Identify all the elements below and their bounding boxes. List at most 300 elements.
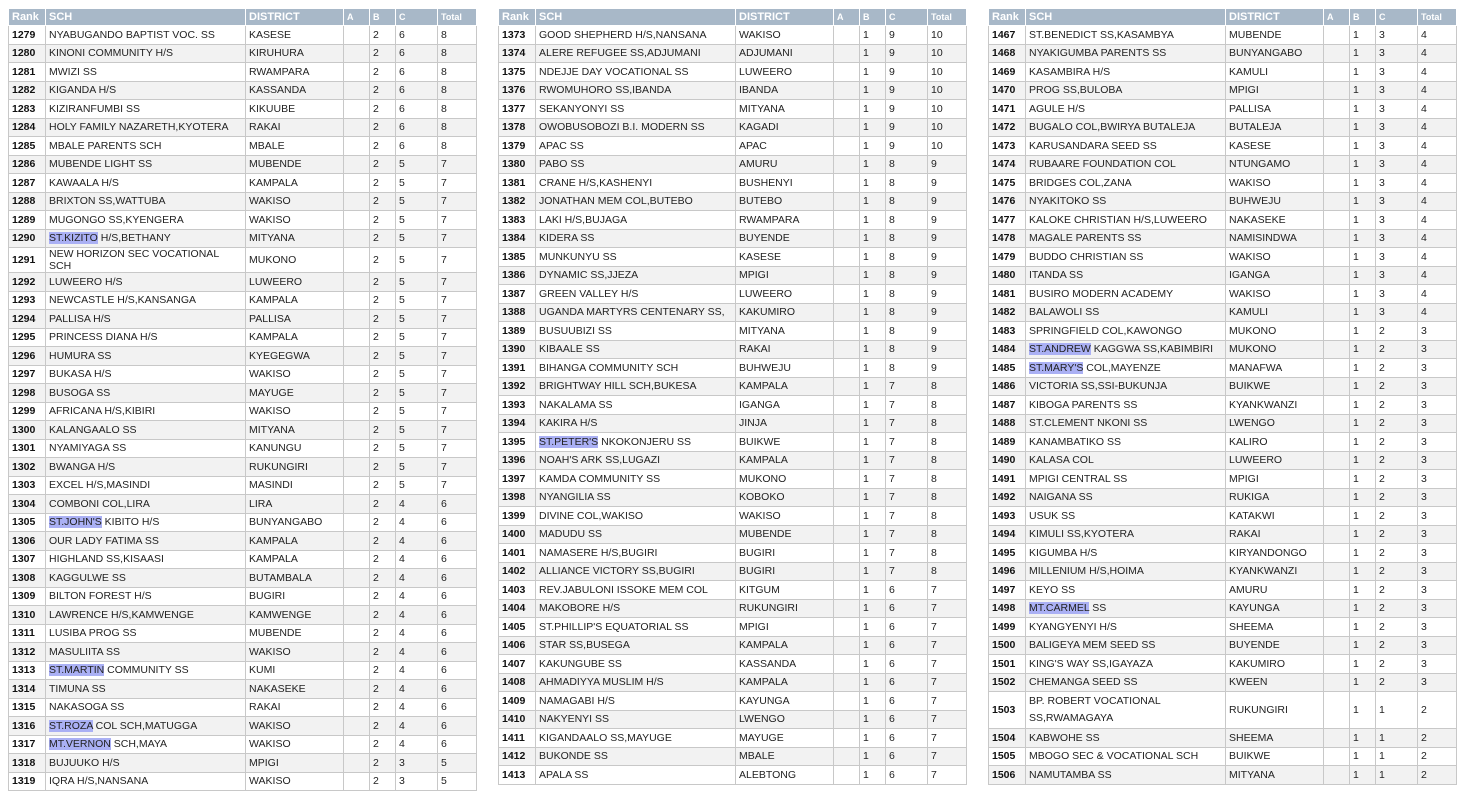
rank-cell: 1503 [989,692,1026,729]
district-cell: IBANDA [736,81,834,100]
total-cell: 6 [438,513,477,532]
total-cell: 4 [1418,137,1457,156]
table-row [989,322,1457,341]
grade-c-cell: 6 [886,581,928,600]
school-cell [46,754,246,773]
grade-a-cell [344,624,370,643]
grade-a-cell [344,118,370,137]
grade-b-cell: 1 [860,100,886,119]
school-name: LAKI H/S,BUJAGA [539,213,628,226]
total-cell: 8 [438,81,477,100]
school-name: BALAWOLI SS [1029,306,1100,319]
school-cell [46,248,246,273]
district-cell: KYANKWANZI [1226,396,1324,415]
table-row [499,766,967,785]
school-name: KAKIRA H/S [539,417,598,430]
rank-cell: 1313 [9,661,46,680]
school-cell [46,402,246,421]
table-row [9,698,477,717]
grade-c-cell: 3 [1376,137,1418,156]
grade-c-cell: 2 [1376,673,1418,692]
grade-a-cell [1324,581,1350,600]
school-cell [1026,248,1226,267]
total-cell: 9 [928,303,967,322]
grade-c-cell: 7 [886,377,928,396]
school-name: NAIGANA SS [1029,491,1093,504]
school-cell [1026,137,1226,156]
total-cell: 7 [928,581,967,600]
grade-b-cell: 2 [370,772,396,791]
school-name: KIGUMBA H/S [1029,546,1098,559]
grade-b-cell: 1 [1350,285,1376,304]
table-row [9,328,477,347]
highlighted-saint-prefix: ST.KIZITO [49,232,98,245]
school-name: KIBITO H/S [101,516,160,529]
school-cell [1026,322,1226,341]
rank-cell: 1395 [499,433,536,452]
district-cell: KAMPALA [246,291,344,310]
rank-cell: 1315 [9,698,46,717]
grade-b-cell: 2 [370,347,396,366]
rank-cell: 1288 [9,192,46,211]
table-row [499,618,967,637]
table-row [9,735,477,754]
grade-b-cell: 2 [370,698,396,717]
table-row [499,562,967,581]
school-name: COMBONI COL,LIRA [49,497,150,510]
grade-b-cell: 1 [860,636,886,655]
grade-a-cell [344,44,370,63]
grade-b-cell: 1 [1350,544,1376,563]
grade-b-cell: 2 [370,587,396,606]
district-cell: MUKONO [246,248,344,273]
grade-b-cell: 1 [860,322,886,341]
school-cell [536,137,736,156]
grade-a-cell [834,729,860,748]
district-cell: MITYANA [736,322,834,341]
total-cell: 4 [1418,44,1457,63]
grade-a-cell [834,174,860,193]
rank-cell: 1482 [989,303,1026,322]
total-cell: 4 [1418,100,1457,119]
total-cell: 3 [1418,396,1457,415]
total-cell: 7 [928,729,967,748]
rank-cell: 1502 [989,673,1026,692]
table-row [499,747,967,766]
school-name: RWOMUHORO SS,IBANDA [539,84,672,97]
total-cell: 9 [928,266,967,285]
school-name: NAKALAMA SS [539,398,613,411]
table-row [989,433,1457,452]
rank-cell: 1477 [989,211,1026,230]
school-cell [46,137,246,156]
total-cell: 8 [928,562,967,581]
rank-cell: 1410 [499,710,536,729]
school-cell [1026,266,1226,285]
rank-cell: 1314 [9,680,46,699]
grade-b-cell: 1 [1350,322,1376,341]
grade-b-cell: 1 [1350,248,1376,267]
grade-c-cell: 2 [1376,507,1418,526]
total-cell: 4 [1418,229,1457,248]
grade-c-cell: 2 [1376,599,1418,618]
school-cell [536,192,736,211]
school-cell [536,63,736,82]
grade-b-cell: 1 [860,155,886,174]
grade-a-cell [1324,26,1350,45]
grade-b-cell: 2 [370,63,396,82]
grade-c-cell: 5 [396,211,438,230]
school-name: COMMUNITY SS [104,664,189,677]
school-cell [1026,544,1226,563]
total-cell: 7 [438,384,477,403]
district-cell: LUWEERO [736,63,834,82]
grade-a-cell [834,710,860,729]
grade-c-cell: 9 [886,26,928,45]
grade-b-cell: 1 [860,137,886,156]
school-cell [46,310,246,329]
grade-c-cell: 4 [396,661,438,680]
total-cell: 3 [1418,562,1457,581]
grade-b-cell: 1 [1350,673,1376,692]
district-cell: KYEGEGWA [246,347,344,366]
total-cell: 3 [1418,525,1457,544]
grade-b-cell: 1 [1350,451,1376,470]
district-cell: BUYENDE [1226,636,1324,655]
district-cell: WAKISO [246,735,344,754]
grade-c-cell: 3 [1376,118,1418,137]
school-ranking-table [988,8,1457,785]
school-name: BUSUUBIZI SS [539,324,612,337]
table-row [9,81,477,100]
school-name: BRIGHTWAY HILL SCH,BUKESA [539,380,697,393]
school-cell [536,636,736,655]
school-cell [1026,692,1226,729]
grade-a-cell [344,192,370,211]
total-cell: 6 [438,569,477,588]
district-cell: IGANGA [736,396,834,415]
school-cell [46,291,246,310]
rank-cell: 1308 [9,569,46,588]
rank-cell: 1279 [9,26,46,45]
school-name: BUKASA H/S [49,368,112,381]
total-cell: 8 [928,433,967,452]
district-cell: RWAMPARA [736,211,834,230]
rank-cell: 1292 [9,273,46,292]
table-row [499,285,967,304]
total-cell: 8 [438,63,477,82]
school-cell [536,692,736,711]
rank-cell: 1478 [989,229,1026,248]
school-name: MUNKUNYU SS [539,250,617,263]
school-cell [536,655,736,674]
school-cell [536,433,736,452]
table-row [989,211,1457,230]
grade-b-cell: 1 [860,396,886,415]
rank-cell: 1290 [9,229,46,248]
school-cell [536,26,736,45]
total-cell: 9 [928,211,967,230]
total-cell: 4 [1418,81,1457,100]
district-cell: WAKISO [246,772,344,791]
school-cell [1026,118,1226,137]
grade-c-cell: 4 [396,532,438,551]
district-cell: IGANGA [1226,266,1324,285]
table-row [989,488,1457,507]
grade-b-cell: 2 [370,643,396,662]
school-cell [1026,155,1226,174]
district-cell: RUKUNGIRI [736,599,834,618]
school-cell [46,717,246,736]
school-cell [536,562,736,581]
grade-b-cell: 2 [370,735,396,754]
district-cell: WAKISO [246,211,344,230]
school-name: SCH,MAYA [110,738,168,751]
total-cell: 7 [438,248,477,273]
grade-c-cell: 5 [396,192,438,211]
school-name: HIGHLAND SS,KISAASI [49,553,164,566]
rank-cell: 1304 [9,495,46,514]
school-name: KAKUNGUBE SS [539,657,622,670]
table-row [499,137,967,156]
grade-c-cell: 2 [1376,340,1418,359]
district-cell: KUMI [246,661,344,680]
table-row [9,26,477,45]
school-name: BILTON FOREST H/S [49,590,152,603]
table-row [499,248,967,267]
grade-b-cell: 1 [860,174,886,193]
grade-b-cell: 1 [1350,692,1376,729]
grade-c-cell: 6 [886,729,928,748]
grade-b-cell: 2 [370,717,396,736]
school-name: ST.CLEMENT NKONI SS [1029,417,1148,430]
rank-cell: 1496 [989,562,1026,581]
table-row [9,384,477,403]
grade-b-cell: 1 [860,766,886,785]
school-name: NYAKIGUMBA PARENTS SS [1029,47,1167,60]
grade-a-cell [1324,155,1350,174]
table-row [499,44,967,63]
rank-cell: 1385 [499,248,536,267]
total-cell: 8 [438,118,477,137]
grade-c-cell: 7 [886,525,928,544]
district-cell: ALEBTONG [736,766,834,785]
school-cell [46,458,246,477]
table-row [9,680,477,699]
grade-c-cell: 5 [396,328,438,347]
grade-a-cell [1324,137,1350,156]
district-cell: KAMPALA [246,174,344,193]
grade-b-cell: 1 [1350,192,1376,211]
school-cell [536,544,736,563]
grade-c-cell: 1 [1376,692,1418,729]
table-row [9,248,477,273]
grade-a-cell [834,507,860,526]
grade-c-cell: 2 [1376,451,1418,470]
table-row [499,377,967,396]
total-cell: 8 [928,377,967,396]
grade-c-cell: 3 [1376,155,1418,174]
grade-a-cell [1324,673,1350,692]
rank-cell: 1374 [499,44,536,63]
grade-b-cell: 2 [370,155,396,174]
rank-cell: 1393 [499,396,536,415]
school-cell [536,359,736,378]
grade-c-cell: 6 [396,63,438,82]
school-name: NKOKONJERU SS [598,435,691,448]
total-cell: 8 [438,137,477,156]
grade-a-cell [834,303,860,322]
grade-c-cell: 5 [396,365,438,384]
district-cell: KAMPALA [246,550,344,569]
rank-cell: 1487 [989,396,1026,415]
school-cell [46,587,246,606]
grade-b-cell: 1 [860,729,886,748]
table-row [9,717,477,736]
school-cell [536,285,736,304]
total-cell: 7 [438,476,477,495]
total-cell: 10 [928,26,967,45]
grade-a-cell [344,476,370,495]
school-name: BRIXTON SS,WATTUBA [49,195,166,208]
total-cell: 3 [1418,414,1457,433]
grade-b-cell: 1 [1350,174,1376,193]
total-cell: 9 [928,174,967,193]
school-cell [46,495,246,514]
rank-cell: 1401 [499,544,536,563]
grade-a-cell [1324,44,1350,63]
grade-b-cell: 2 [370,81,396,100]
school-cell [46,661,246,680]
table-row [989,747,1457,766]
grade-b-cell: 2 [370,624,396,643]
district-cell: BUTALEJA [1226,118,1324,137]
total-cell: 9 [928,322,967,341]
school-cell [46,347,246,366]
grade-c-cell: 8 [886,285,928,304]
district-cell: MUKONO [1226,340,1324,359]
grade-a-cell [1324,340,1350,359]
grade-c-cell: 2 [1376,581,1418,600]
total-cell: 4 [1418,63,1457,82]
school-name: LAWRENCE H/S,KAMWENGE [49,608,194,621]
grade-c-cell: 7 [886,433,928,452]
grade-b-cell: 1 [860,747,886,766]
grade-b-cell: 2 [370,229,396,248]
table-row [499,303,967,322]
grade-c-cell: 9 [886,44,928,63]
table-row [499,544,967,563]
table-row [989,525,1457,544]
header-c: C [886,9,928,26]
grade-a-cell [834,192,860,211]
grade-b-cell: 1 [860,359,886,378]
district-cell: WAKISO [736,26,834,45]
district-cell: LUWEERO [736,285,834,304]
grade-c-cell: 2 [1376,396,1418,415]
rank-cell: 1382 [499,192,536,211]
district-cell: BUGIRI [246,587,344,606]
school-name: CRANE H/S,KASHENYI [539,176,653,189]
table-row [499,174,967,193]
rank-cell: 1493 [989,507,1026,526]
table-row [499,433,967,452]
school-name: PRINCESS DIANA H/S [49,331,158,344]
grade-a-cell [834,581,860,600]
school-name: CHEMANGA SEED SS [1029,676,1138,689]
grade-c-cell: 8 [886,174,928,193]
school-cell [1026,729,1226,748]
school-name: IQRA H/S,NANSANA [49,775,149,788]
district-cell: MITYANA [246,229,344,248]
table-row [9,291,477,310]
school-cell [536,322,736,341]
table-row [499,599,967,618]
total-cell: 8 [928,451,967,470]
school-name: NOAH'S ARK SS,LUGAZI [539,454,661,467]
grade-c-cell: 1 [1376,766,1418,785]
district-cell: WAKISO [246,643,344,662]
grade-c-cell: 4 [396,624,438,643]
total-cell: 3 [1418,507,1457,526]
school-cell [46,624,246,643]
school-name: KIMULI SS,KYOTERA [1029,528,1135,541]
grade-a-cell [344,328,370,347]
total-cell: 8 [928,396,967,415]
total-cell: 4 [1418,285,1457,304]
table-row [499,470,967,489]
school-name: UGANDA MARTYRS CENTENARY SS, [539,306,725,319]
table-row [499,26,967,45]
rank-cell: 1378 [499,118,536,137]
district-cell: KAGADI [736,118,834,137]
table-row [989,470,1457,489]
school-cell [46,735,246,754]
grade-c-cell: 5 [396,439,438,458]
district-cell: MPIGI [1226,81,1324,100]
grade-b-cell: 2 [370,365,396,384]
grade-a-cell [834,81,860,100]
school-cell [1026,211,1226,230]
district-cell: KAMPALA [736,673,834,692]
total-cell: 6 [438,606,477,625]
school-ranking-table [498,8,967,785]
grade-b-cell: 1 [860,562,886,581]
table-row [499,729,967,748]
district-cell: SHEEMA [1226,729,1324,748]
school-cell [536,377,736,396]
grade-c-cell: 4 [396,698,438,717]
school-cell [536,581,736,600]
rank-cell: 1381 [499,174,536,193]
rank-cell: 1306 [9,532,46,551]
school-cell [1026,26,1226,45]
district-cell: MITYANA [246,421,344,440]
rank-cell: 1387 [499,285,536,304]
district-cell: KASSANDA [246,81,344,100]
school-name: NEW HORIZON SEC VOCATIONAL SCH [49,248,222,272]
table-row [9,310,477,329]
grade-b-cell: 2 [370,421,396,440]
school-name: NAMUTAMBA SS [1029,768,1112,781]
grade-c-cell: 8 [886,340,928,359]
total-cell: 3 [1418,618,1457,637]
school-cell [46,26,246,45]
grade-c-cell: 5 [396,229,438,248]
district-cell: KAMULI [1226,303,1324,322]
grade-b-cell: 1 [1350,155,1376,174]
district-cell: KAKUMIRO [1226,655,1324,674]
